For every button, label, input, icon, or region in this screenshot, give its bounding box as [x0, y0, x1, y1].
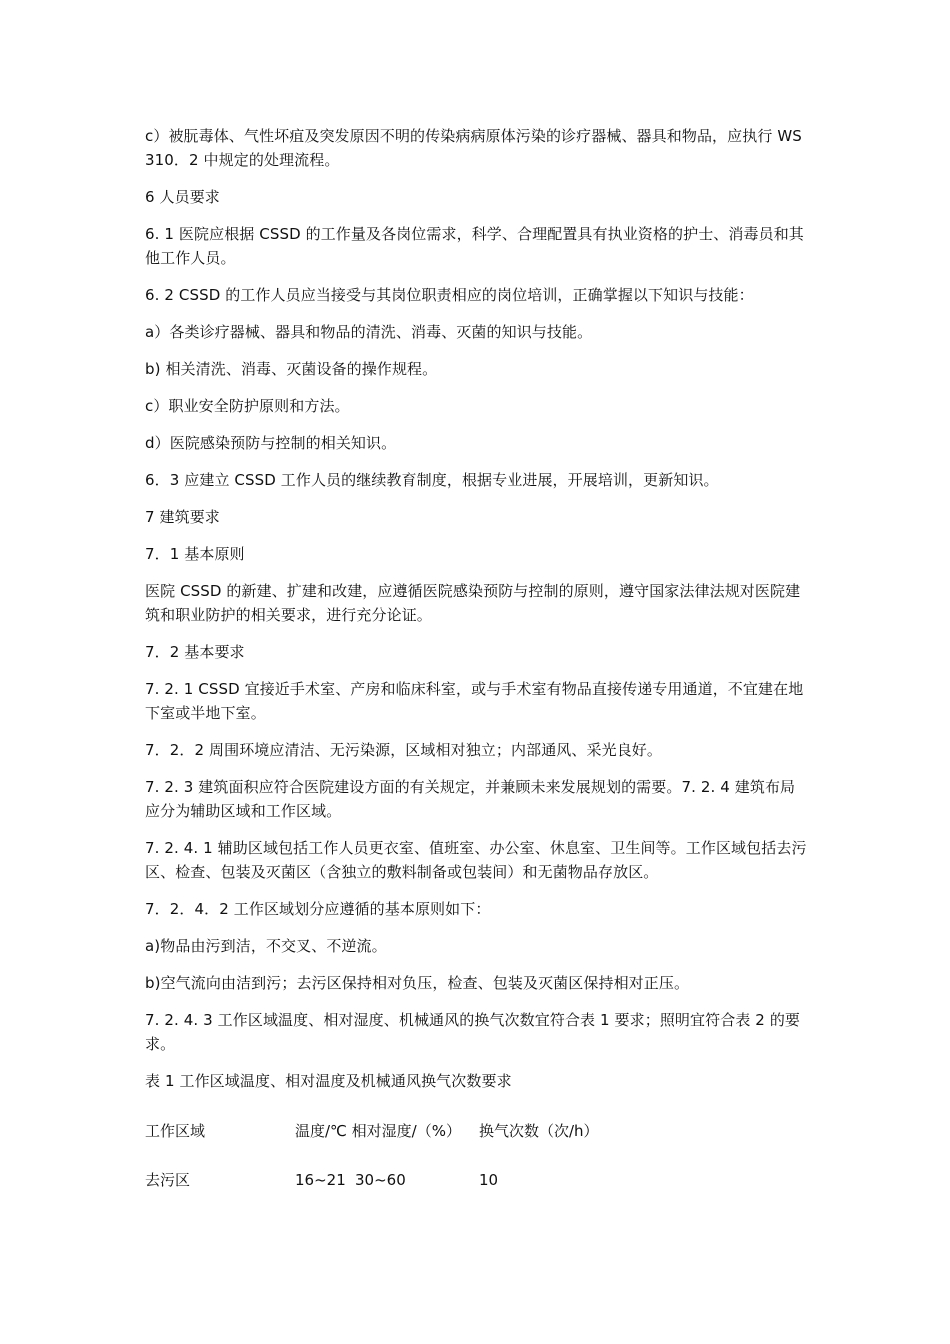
table-cell-air-changes: 10 — [479, 1171, 499, 1189]
section-6-heading: 6 人员要求 — [145, 188, 220, 206]
table-cell-humidity: 30~60 — [355, 1171, 406, 1189]
table-cell-temperature: 16~21 — [295, 1171, 346, 1189]
paragraph-7-2-3: 7. 2. 3 建筑面积应符合医院建设方面的有关规定，并兼顾未来发展规划的需要。7. 2. 4 建筑布局应分为辅助区域和工作区域。 — [145, 778, 796, 820]
section-7-1-heading: 7．1 基本原则 — [145, 545, 245, 563]
paragraph-7-2-4-3: 7. 2. 4. 3 工作区域温度、相对湿度、机械通风的换气次数宜符合表 1 要求；照明宜符合表 2 的要求。 — [145, 1011, 801, 1053]
paragraph-7-2-4-2: 7．2．4．2 工作区域划分应遵循的基本原则如下： — [145, 900, 491, 918]
table-caption: 表 1 工作区域温度、相对温度及机械通风换气次数要求 — [145, 1072, 512, 1090]
paragraph-6-3: 6．3 应建立 CSSD 工作人员的继续教育制度，根据专业进展，开展培训，更新知识。 — [145, 471, 719, 489]
table-header-temp-humidity: 温度/℃ 相对湿度/（%） — [295, 1122, 461, 1140]
section-7-2-heading: 7．2 基本要求 — [145, 643, 245, 661]
table-row — [145, 1168, 810, 1192]
paragraph-7-2-1: 7. 2. 1 CSSD 宜接近手术室、产房和临床科室，或与手术室有物品直接传递专用通道，不宜建在地下室或半地下室。 — [145, 680, 804, 722]
paragraph-6-2: 6. 2 CSSD 的工作人员应当接受与其岗位职责相应的岗位培训，正确掌握以下知识与技能： — [145, 286, 754, 304]
conditions-table — [145, 1119, 810, 1192]
paragraph-7-1-body: 医院 CSSD 的新建、扩建和改建，应遵循医院感染预防与控制的原则，遵守国家法律法规对医院建筑和职业防护的相关要求，进行充分论证。 — [145, 582, 801, 624]
section-7-heading: 7 建筑要求 — [145, 508, 220, 526]
document-page — [145, 124, 810, 1217]
principle-a: a)物品由污到洁，不交叉、不逆流。 — [145, 937, 387, 955]
table-header-area: 工作区域 — [145, 1122, 206, 1140]
table-cell-area: 去污区 — [145, 1171, 191, 1189]
table-header-row — [145, 1119, 810, 1143]
list-item-c: c）职业安全防护原则和方法。 — [145, 397, 350, 415]
table-header-air-changes: 换气次数（次/h） — [479, 1122, 599, 1140]
paragraph-c-prion: c）被朊毒体、气性坏疽及突发原因不明的传染病病原体污染的诊疗器械、器具和物品，应执行 WS310．2 中规定的处理流程。 — [145, 127, 802, 169]
paragraph-6-1: 6. 1 医院应根据 CSSD 的工作量及各岗位需求，科学、合理配置具有执业资格的护士、消毒员和其他工作人员。 — [145, 225, 804, 267]
paragraph-7-2-4-1: 7. 2. 4. 1 辅助区域包括工作人员更衣室、值班室、办公室、休息室、卫生间等。工作区域包括去污区、检查、包装及灭菌区（含独立的敷料制备或包装间）和无菌物品存放区。 — [145, 839, 807, 881]
paragraph-7-2-2: 7．2．2 周围环境应清洁、无污染源，区域相对独立；内部通风、采光良好。 — [145, 741, 663, 759]
list-item-b: b) 相关清洗、消毒、灭菌设备的操作规程。 — [145, 360, 438, 378]
list-item-a: a）各类诊疗器械、器具和物品的清洗、消毒、灭菌的知识与技能。 — [145, 323, 593, 341]
principle-b: b)空气流向由洁到污；去污区保持相对负压，检查、包装及灭菌区保持相对正压。 — [145, 974, 690, 992]
list-item-d: d）医院感染预防与控制的相关知识。 — [145, 434, 397, 452]
